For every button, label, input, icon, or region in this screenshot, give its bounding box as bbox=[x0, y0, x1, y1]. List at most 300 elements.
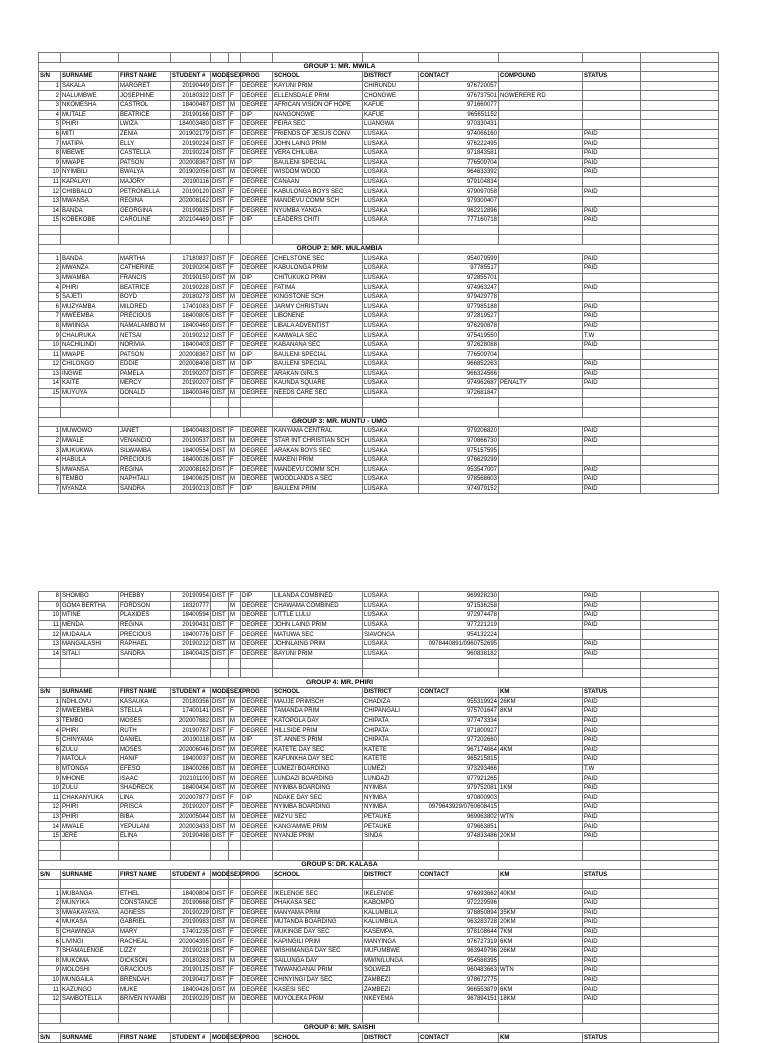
table-cell: MANGALASHI bbox=[61, 639, 119, 649]
table-cell: 20190207 bbox=[171, 379, 211, 389]
table-cell: DIST bbox=[211, 927, 229, 937]
empty-cell bbox=[211, 1004, 229, 1014]
table-cell bbox=[499, 455, 583, 465]
empty-cell bbox=[641, 407, 719, 417]
table-cell: WISDOM WOOD bbox=[273, 168, 363, 178]
table-row bbox=[39, 177, 719, 187]
table-row bbox=[39, 601, 719, 611]
table-cell: 975701647 bbox=[419, 707, 499, 717]
table-cell: LUNDAZI BOARDING bbox=[273, 774, 363, 784]
table-cell: BRIVEN NYAMBI bbox=[119, 994, 171, 1004]
table-cell: LUSAKA bbox=[363, 283, 419, 293]
table-cell: DEGREE bbox=[241, 601, 273, 611]
column-header: FIRST NAME bbox=[119, 870, 171, 880]
empty-cell bbox=[641, 601, 719, 611]
empty-cell bbox=[39, 398, 61, 408]
table-cell: IKELENGE bbox=[363, 889, 419, 899]
empty-cell bbox=[583, 407, 641, 417]
table-cell: 202006046 bbox=[171, 745, 211, 755]
table-cell: BAULENI SPECIAL bbox=[273, 158, 363, 168]
table-row bbox=[39, 273, 719, 283]
empty-cell bbox=[273, 407, 363, 417]
table-cell: GRACIOUS bbox=[119, 966, 171, 976]
table-cell: PAID bbox=[583, 158, 641, 168]
table-cell: PAID bbox=[583, 129, 641, 139]
table-cell: 20190498 bbox=[171, 831, 211, 841]
table-cell: MWANZA bbox=[61, 264, 119, 274]
table-cell: DIST bbox=[211, 446, 229, 456]
table-cell bbox=[499, 216, 583, 226]
table-row bbox=[39, 360, 719, 370]
empty-cell bbox=[363, 225, 419, 235]
table-row bbox=[39, 745, 719, 755]
empty-cell bbox=[641, 630, 719, 640]
table-cell: 971536258 bbox=[419, 601, 499, 611]
table-row bbox=[39, 639, 719, 649]
empty-cell bbox=[641, 966, 719, 976]
table-cell: DIST bbox=[211, 831, 229, 841]
table-cell: LUSAKA bbox=[363, 465, 419, 475]
table-row bbox=[39, 331, 719, 341]
empty-cell bbox=[241, 668, 273, 678]
empty-cell bbox=[273, 53, 363, 63]
empty-cell bbox=[39, 53, 61, 63]
table-cell bbox=[499, 168, 583, 178]
table-cell: 966852263 bbox=[419, 360, 499, 370]
table-cell: F bbox=[229, 302, 241, 312]
empty-cell bbox=[171, 1014, 211, 1024]
empty-cell bbox=[229, 851, 241, 861]
table-cell: DEGREE bbox=[241, 196, 273, 206]
column-header: FIRST NAME bbox=[119, 687, 171, 697]
table-cell: LUSAKA bbox=[363, 436, 419, 446]
column-header: SURNAME bbox=[61, 870, 119, 880]
table-cell: 6 bbox=[39, 745, 61, 755]
table-cell: M bbox=[229, 639, 241, 649]
table-cell: 184003480 bbox=[171, 120, 211, 130]
table-cell: 776509704 bbox=[419, 158, 499, 168]
table-cell: 202101100 bbox=[171, 774, 211, 784]
table-cell: KALUMBILA bbox=[363, 908, 419, 918]
table-cell: SHAMALENGE bbox=[61, 946, 119, 956]
table-cell: DEGREE bbox=[241, 292, 273, 302]
empty-cell bbox=[641, 831, 719, 841]
group-title-row bbox=[39, 244, 719, 254]
table-cell: 974833486 bbox=[419, 831, 499, 841]
table-cell: PATSON bbox=[119, 158, 171, 168]
table-cell: PAID bbox=[583, 812, 641, 822]
empty-cell bbox=[119, 668, 171, 678]
table-cell: F bbox=[229, 831, 241, 841]
table-cell: PAID bbox=[583, 716, 641, 726]
table-cell: NKOMESHA bbox=[61, 100, 119, 110]
table-row bbox=[39, 120, 719, 130]
table-cell: FATIMA bbox=[273, 283, 363, 293]
table-cell: TAMANDA PRIM bbox=[273, 707, 363, 717]
table-cell: 20190224 bbox=[171, 148, 211, 158]
table-cell: 202007877 bbox=[171, 793, 211, 803]
table-cell: CAROLINE bbox=[119, 216, 171, 226]
empty-cell bbox=[241, 398, 273, 408]
empty-cell bbox=[641, 139, 719, 149]
empty-cell bbox=[171, 659, 211, 669]
table-cell bbox=[499, 177, 583, 187]
table-cell: 978108644 bbox=[419, 927, 499, 937]
table-row bbox=[39, 735, 719, 745]
empty-cell bbox=[61, 851, 119, 861]
table-cell: MUKUKWA bbox=[61, 446, 119, 456]
table-cell: PAID bbox=[583, 889, 641, 899]
table-cell: MHONE bbox=[61, 774, 119, 784]
empty-cell bbox=[61, 398, 119, 408]
table-cell: 10 bbox=[39, 611, 61, 621]
table-cell: PAID bbox=[583, 379, 641, 389]
column-header: STUDENT # bbox=[171, 870, 211, 880]
empty-cell bbox=[241, 235, 273, 245]
table-cell: DIST bbox=[211, 206, 229, 216]
table-cell: F bbox=[229, 630, 241, 640]
empty-cell bbox=[641, 177, 719, 187]
table-cell: GOMA BERTHA bbox=[61, 601, 119, 611]
table-cell: LUSAKA bbox=[363, 592, 419, 602]
column-header: S/N bbox=[39, 870, 61, 880]
table-cell: KAITE bbox=[61, 379, 119, 389]
table-cell: 20190449 bbox=[171, 81, 211, 91]
empty-cell bbox=[39, 235, 61, 245]
table-cell: DEGREE bbox=[241, 91, 273, 101]
table-cell: PAID bbox=[583, 283, 641, 293]
table-cell: PAID bbox=[583, 139, 641, 149]
table-cell: DEGREE bbox=[241, 81, 273, 91]
table-cell: LUSAKA bbox=[363, 196, 419, 206]
table-cell: SIAVONGA bbox=[363, 630, 419, 640]
table-cell: 201902056 bbox=[171, 168, 211, 178]
table-cell: DIST bbox=[211, 611, 229, 621]
table-row bbox=[39, 350, 719, 360]
table-cell: F bbox=[229, 946, 241, 956]
empty-cell bbox=[211, 668, 229, 678]
table-cell: MANYAMA PRIM bbox=[273, 908, 363, 918]
table-cell: DONALD bbox=[119, 388, 171, 398]
table-cell: MUKASA bbox=[61, 918, 119, 928]
table-cell: PHEBBY bbox=[119, 592, 171, 602]
table-cell: KAFUNKHA DAY SEC bbox=[273, 755, 363, 765]
table-cell: 2 bbox=[39, 436, 61, 446]
table-cell: MWALE bbox=[61, 822, 119, 832]
table-row bbox=[39, 630, 719, 640]
table-cell: SITALI bbox=[61, 649, 119, 659]
empty-cell bbox=[229, 1004, 241, 1014]
table-cell: PAID bbox=[583, 735, 641, 745]
empty-cell bbox=[273, 659, 363, 669]
table-cell: F bbox=[229, 331, 241, 341]
table-cell: 20190212 bbox=[171, 639, 211, 649]
table-cell: 18400434 bbox=[171, 783, 211, 793]
table-cell: PAID bbox=[583, 803, 641, 813]
table-cell: MIZYU SEC bbox=[273, 812, 363, 822]
table-cell: BRENDAH bbox=[119, 975, 171, 985]
table-row bbox=[39, 649, 719, 659]
table-cell: MARGRET bbox=[119, 81, 171, 91]
table-cell: 18400483 bbox=[171, 427, 211, 437]
table-cell: 202104469 bbox=[171, 216, 211, 226]
table-cell: 1KM bbox=[499, 783, 583, 793]
empty-cell bbox=[641, 235, 719, 245]
table-cell: 18400403 bbox=[171, 340, 211, 350]
empty-cell bbox=[39, 1004, 61, 1014]
table-cell: HANIF bbox=[119, 755, 171, 765]
empty-cell bbox=[583, 879, 641, 889]
table-cell: DEGREE bbox=[241, 956, 273, 966]
table-cell: MUYUYA bbox=[61, 388, 119, 398]
table-cell bbox=[583, 100, 641, 110]
table-cell: NYIMBA bbox=[363, 803, 419, 813]
table-cell: NYIMBILI bbox=[61, 168, 119, 178]
table-cell: DIST bbox=[211, 81, 229, 91]
table-cell: 20190125 bbox=[171, 966, 211, 976]
empty-cell bbox=[273, 879, 363, 889]
table-row bbox=[39, 100, 719, 110]
table-cell: 20190207 bbox=[171, 803, 211, 813]
table-cell: F bbox=[229, 120, 241, 130]
empty-cell bbox=[641, 1004, 719, 1014]
empty-cell bbox=[641, 975, 719, 985]
table-row bbox=[39, 436, 719, 446]
table-cell bbox=[499, 283, 583, 293]
table-cell: 20180356 bbox=[171, 697, 211, 707]
table-cell: 1 bbox=[39, 889, 61, 899]
empty-cell bbox=[641, 100, 719, 110]
empty-cell bbox=[229, 879, 241, 889]
table-cell: CHITUKUKO PRIM bbox=[273, 273, 363, 283]
table-cell: RAPHAEL bbox=[119, 639, 171, 649]
empty-cell bbox=[641, 985, 719, 995]
empty-cell bbox=[363, 659, 419, 669]
table-cell: LUSAKA bbox=[363, 273, 419, 283]
table-cell: 18400487 bbox=[171, 100, 211, 110]
table-cell: 4 bbox=[39, 918, 61, 928]
empty-cell bbox=[641, 273, 719, 283]
table-cell bbox=[499, 475, 583, 485]
column-header: S/N bbox=[39, 72, 61, 82]
table-cell: F bbox=[229, 726, 241, 736]
table-cell: DEGREE bbox=[241, 937, 273, 947]
table-cell: DIST bbox=[211, 783, 229, 793]
table-cell: DIP bbox=[241, 793, 273, 803]
table-cell: PAID bbox=[583, 187, 641, 197]
table-cell: ZULU bbox=[61, 745, 119, 755]
empty-cell bbox=[641, 379, 719, 389]
table-cell: SANDRA bbox=[119, 484, 171, 494]
table-cell: 4KM bbox=[499, 745, 583, 755]
spreadsheet-page-1 bbox=[38, 52, 718, 494]
empty-cell bbox=[641, 312, 719, 322]
table-cell: KASEMPA bbox=[363, 927, 419, 937]
table-cell bbox=[499, 764, 583, 774]
table-cell: 97785517 bbox=[419, 264, 499, 274]
table-cell: DIST bbox=[211, 264, 229, 274]
table-cell: F bbox=[229, 139, 241, 149]
table-cell: F bbox=[229, 340, 241, 350]
table-cell: ARAKAN GIRLS bbox=[273, 369, 363, 379]
table-row bbox=[39, 379, 719, 389]
table-cell: LUSAKA bbox=[363, 148, 419, 158]
table-cell: CHAWINGA bbox=[61, 927, 119, 937]
table-cell: DEGREE bbox=[241, 803, 273, 813]
table-cell: 970800903 bbox=[419, 793, 499, 803]
empty-cell bbox=[171, 53, 211, 63]
table-cell: 12 bbox=[39, 187, 61, 197]
table-cell: DIP bbox=[241, 360, 273, 370]
table-cell: MANYINGA bbox=[363, 937, 419, 947]
table-cell: EDDIE bbox=[119, 360, 171, 370]
table-cell: DEGREE bbox=[241, 427, 273, 437]
empty-cell bbox=[171, 398, 211, 408]
table-cell: 976222495 bbox=[419, 139, 499, 149]
empty-cell bbox=[641, 726, 719, 736]
empty-cell bbox=[641, 841, 719, 851]
empty-cell bbox=[641, 994, 719, 1004]
table-cell: SAKALA bbox=[61, 81, 119, 91]
blank-row bbox=[39, 225, 719, 235]
empty-cell bbox=[499, 1004, 583, 1014]
table-cell: DEGREE bbox=[241, 455, 273, 465]
column-header: STATUS bbox=[583, 72, 641, 82]
table-cell: 6 bbox=[39, 937, 61, 947]
table-cell: F bbox=[229, 465, 241, 475]
empty-cell bbox=[273, 841, 363, 851]
table-cell bbox=[499, 649, 583, 659]
table-cell: CHIRUNDU bbox=[363, 81, 419, 91]
empty-cell bbox=[211, 225, 229, 235]
table-cell: 20190118 bbox=[171, 735, 211, 745]
table-cell: LUSAKA bbox=[363, 206, 419, 216]
table-cell: NYIMBA bbox=[363, 793, 419, 803]
table-cell: 10 bbox=[39, 783, 61, 793]
table-cell: DEGREE bbox=[241, 639, 273, 649]
table-cell bbox=[499, 148, 583, 158]
column-header: CONTACT bbox=[419, 1033, 499, 1043]
table-cell: MUKE bbox=[119, 985, 171, 995]
table-cell: FRIENDS OF JESUS CONV bbox=[273, 129, 363, 139]
table-cell: 20190212 bbox=[171, 331, 211, 341]
table-cell: LUSAKA bbox=[363, 484, 419, 494]
table-cell: LUSAKA bbox=[363, 620, 419, 630]
empty-cell bbox=[641, 687, 719, 697]
table-cell: HILLSIDE PRIM bbox=[273, 726, 363, 736]
table-cell: 20190224 bbox=[171, 139, 211, 149]
empty-cell bbox=[241, 659, 273, 669]
table-cell: ZAMBEZI bbox=[363, 985, 419, 995]
table-cell: DIST bbox=[211, 946, 229, 956]
empty-cell bbox=[61, 53, 119, 63]
table-cell: 202008408 bbox=[171, 360, 211, 370]
empty-cell bbox=[641, 879, 719, 889]
empty-cell bbox=[641, 120, 719, 130]
table-cell: CHAURUKA bbox=[61, 331, 119, 341]
table-cell: 954588395 bbox=[419, 956, 499, 966]
table-cell bbox=[499, 484, 583, 494]
empty-cell bbox=[641, 72, 719, 82]
table-cell: MWANSA bbox=[61, 465, 119, 475]
empty-cell bbox=[211, 851, 229, 861]
table-cell: DIP bbox=[241, 484, 273, 494]
empty-cell bbox=[641, 755, 719, 765]
table-cell: DEGREE bbox=[241, 716, 273, 726]
table-cell: STAR INT CHRISTIAN SCH bbox=[273, 436, 363, 446]
table-cell: PAID bbox=[583, 340, 641, 350]
table-cell: DEGREE bbox=[241, 985, 273, 995]
empty-cell bbox=[641, 918, 719, 928]
empty-cell bbox=[419, 225, 499, 235]
column-header: CONTACT bbox=[419, 870, 499, 880]
table-cell: MUFUMBWE bbox=[363, 946, 419, 956]
empty-cell bbox=[641, 81, 719, 91]
table-cell: M bbox=[229, 956, 241, 966]
empty-cell bbox=[273, 398, 363, 408]
table-cell: MUBANGA bbox=[61, 889, 119, 899]
table-cell bbox=[583, 273, 641, 283]
table-cell bbox=[583, 630, 641, 640]
table-cell: DIP bbox=[241, 110, 273, 120]
table-cell: DEGREE bbox=[241, 994, 273, 1004]
empty-cell bbox=[641, 455, 719, 465]
table-cell bbox=[583, 81, 641, 91]
table-cell: 26KM bbox=[499, 697, 583, 707]
table-row bbox=[39, 292, 719, 302]
table-cell: PRECIOUS bbox=[119, 312, 171, 322]
table-cell: M bbox=[229, 475, 241, 485]
table-cell: ST. ANNE'S PRIM bbox=[273, 735, 363, 745]
table-cell: DEGREE bbox=[241, 254, 273, 264]
empty-cell bbox=[241, 225, 273, 235]
blank-row bbox=[39, 851, 719, 861]
table-row bbox=[39, 427, 719, 437]
table-row bbox=[39, 755, 719, 765]
table-row bbox=[39, 388, 719, 398]
table-cell: 967894151 bbox=[419, 994, 499, 1004]
table-cell: DEGREE bbox=[241, 379, 273, 389]
table-cell: F bbox=[229, 707, 241, 717]
table-cell: DEGREE bbox=[241, 206, 273, 216]
table-cell: MWEEMBA bbox=[61, 312, 119, 322]
empty-cell bbox=[641, 639, 719, 649]
table-cell: 15 bbox=[39, 216, 61, 226]
empty-cell bbox=[641, 129, 719, 139]
table-row bbox=[39, 484, 719, 494]
table-cell: LUSAKA bbox=[363, 321, 419, 331]
table-cell: DIP bbox=[241, 216, 273, 226]
table-cell: PAID bbox=[583, 774, 641, 784]
table-cell: PAID bbox=[583, 994, 641, 1004]
table-cell: PAID bbox=[583, 975, 641, 985]
table-cell: JOHN LAING PRIM bbox=[273, 139, 363, 149]
table-row bbox=[39, 994, 719, 1004]
table-cell: LILANDA COMBINED bbox=[273, 592, 363, 602]
table-cell bbox=[583, 110, 641, 120]
empty-cell bbox=[641, 592, 719, 602]
table-row bbox=[39, 946, 719, 956]
empty-cell bbox=[419, 659, 499, 669]
table-cell: DIST bbox=[211, 465, 229, 475]
table-cell: 14 bbox=[39, 649, 61, 659]
empty-cell bbox=[61, 659, 119, 669]
table-cell: DICKSON bbox=[119, 956, 171, 966]
table-cell bbox=[499, 264, 583, 274]
table-cell: LUSAKA bbox=[363, 331, 419, 341]
table-cell: PHIRI bbox=[61, 726, 119, 736]
table-row bbox=[39, 611, 719, 621]
